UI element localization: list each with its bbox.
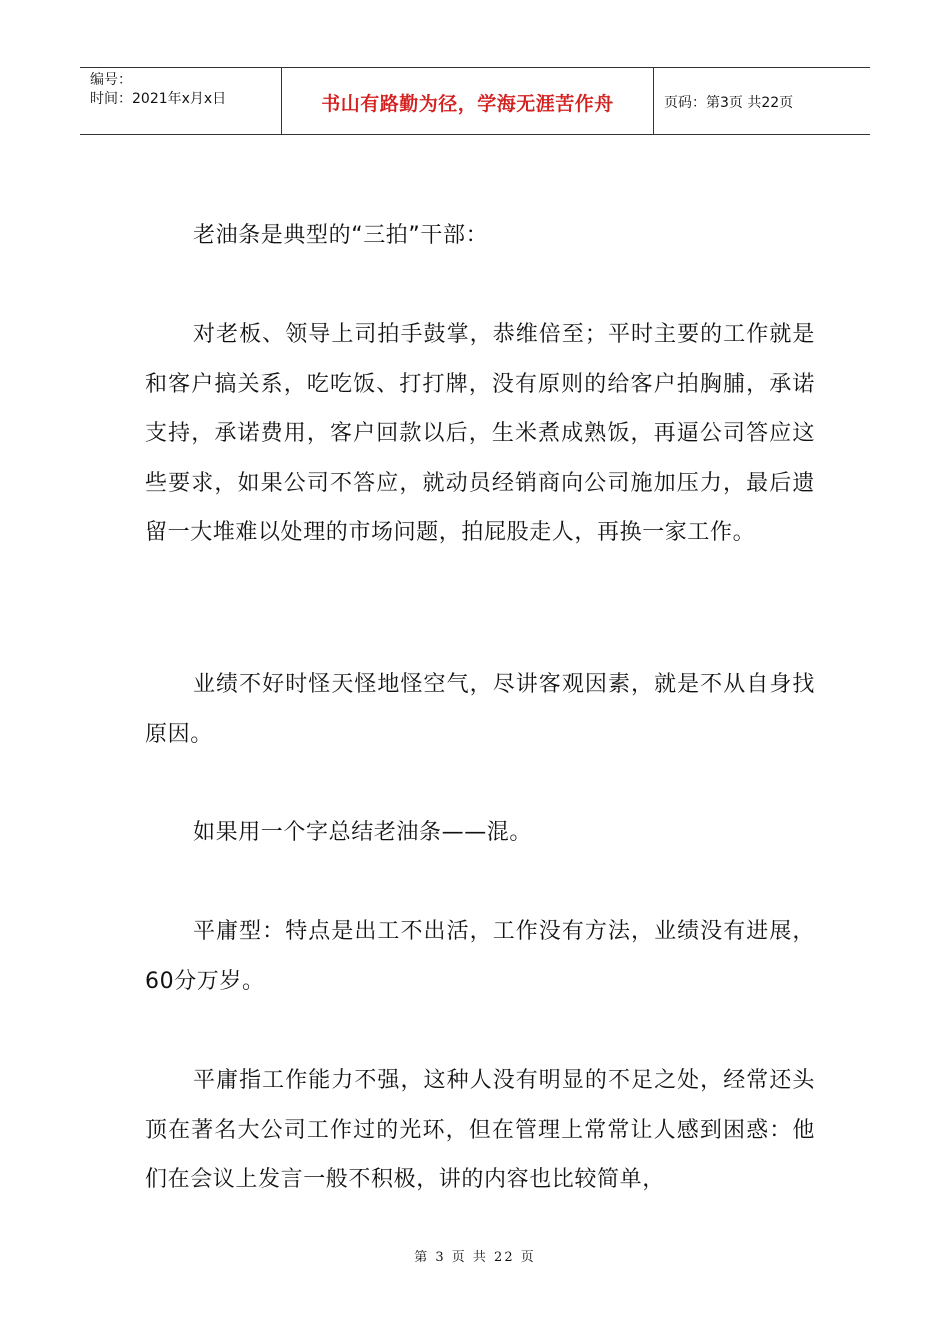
header-page-cell [654,68,870,134]
header-motto: 书山有路勤为径，学海无涯苦作舟 [321,92,614,115]
document-time-label: 时间：2021年x月x日 [90,91,227,107]
paragraph: 老油条是典型的“三拍”干部： [193,223,489,248]
paragraph: 如果用一个字总结老油条——混。 [193,820,533,845]
paragraph: 业绩不好时怪天怪地怪空气，尽讲客观因素，就是不从自身找原因。 [145,672,815,747]
paragraph: 平庸指工作能力不强，这种人没有明显的不足之处，经常还头顶在著名大公司工作过的光环，但在管理上常常让人感到困惑：他们在会议上发言一般不积极，讲的内容也比较简单， [145,1068,815,1192]
page-header [80,67,870,135]
page-footer: 第 3 页 共 22 页 [414,1250,536,1265]
document-number-label: 编号： [90,72,132,88]
paragraph: 对老板、领导上司拍手鼓掌，恭维倍至；平时主要的工作就是和客户搞关系，吃吃饭、打打牌，没有原则的给客户拍胸脯，承诺支持，承诺费用，客户回款以后，生米煮成熟饭，再逼公司答应这些要求，如果公司不答应，就动员经销商向公司施加压力，最后遗留一大堆难以处理的市场问题，拍屁股走人，再换一家工作。 [145,322,815,545]
header-info-cell [80,68,282,134]
paragraph: 平庸型：特点是出工不出活，工作没有方法，业绩没有进展，60分万岁。 [145,919,815,994]
header-page-code: 页码：第3页 共22页 [664,95,794,111]
header-motto-cell [282,68,654,134]
